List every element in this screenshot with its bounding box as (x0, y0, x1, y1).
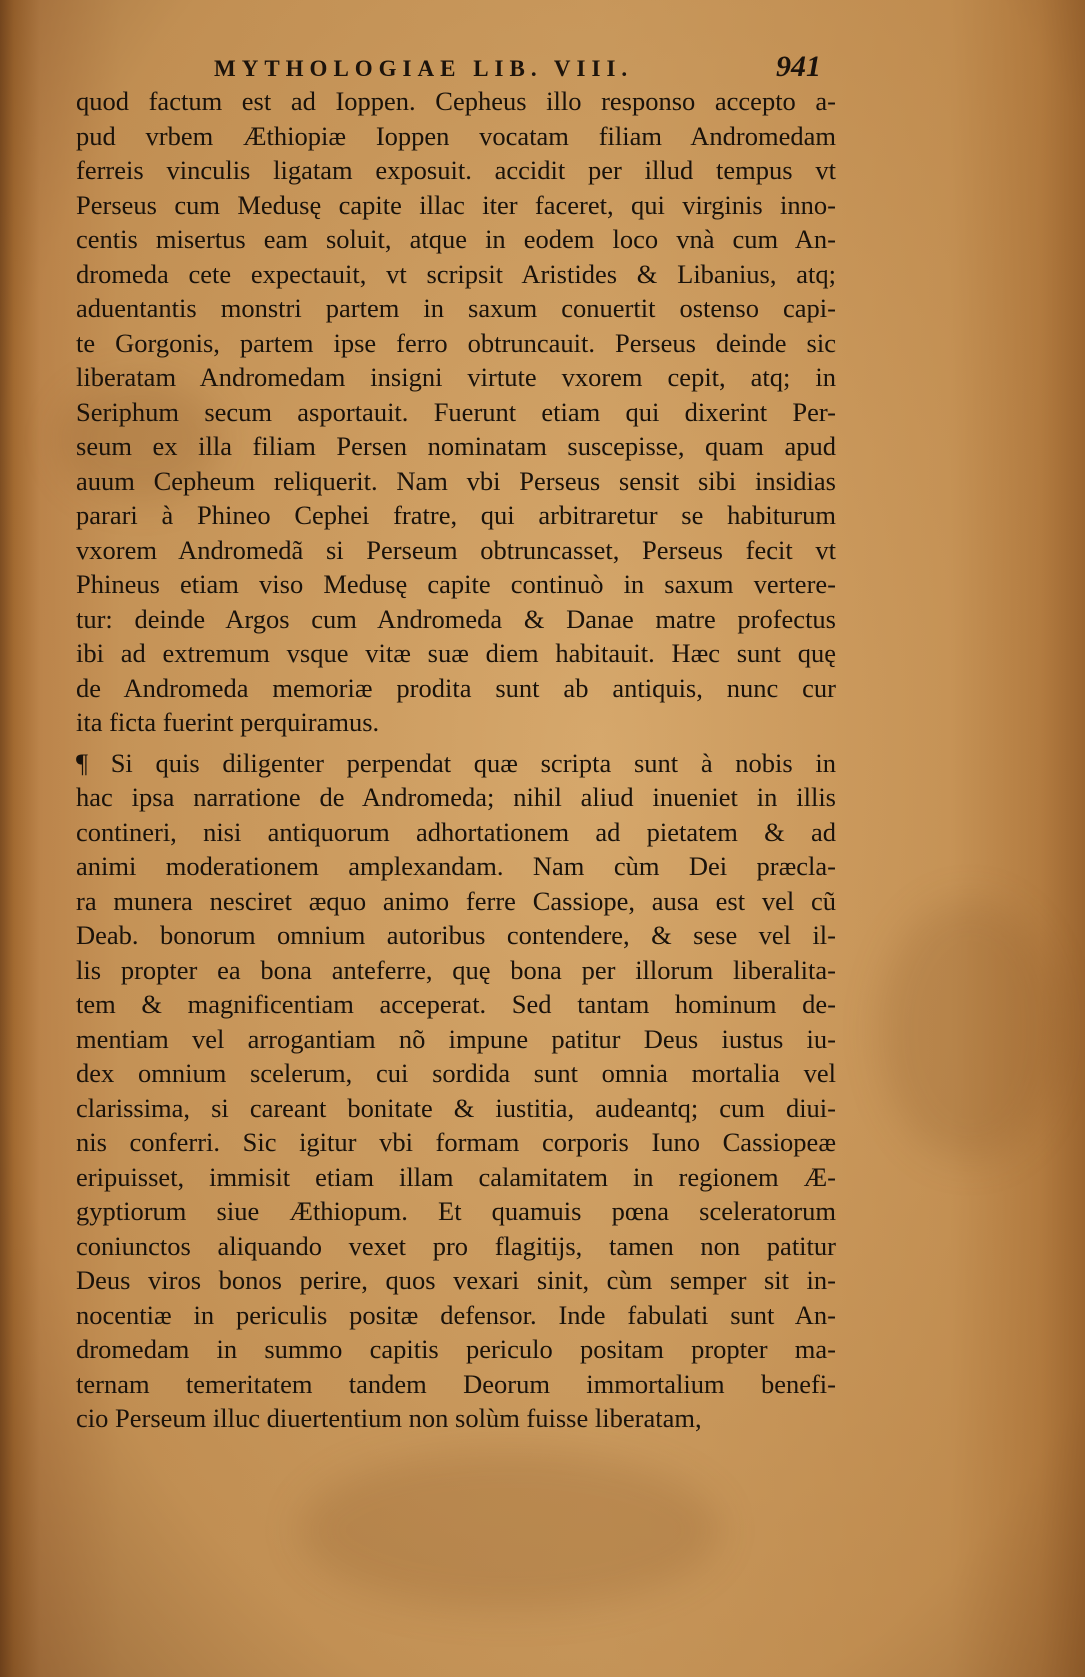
text-line: Deus viros bonos perire, quos vexari sinit, cùm semper sit in- (76, 1265, 836, 1295)
text-line: Phineus etiam viso Medusę capite continuò in saxum vertere- (76, 569, 836, 599)
text-line: ibi ad extremum vsque vitæ suæ diem habitauit. Hæc sunt quę (76, 638, 836, 668)
text-line: cio Perseum illuc diuertentium non solùm fuisse liberatam, (76, 1403, 702, 1433)
text-line: tur: deinde Argos cum Andromeda & Danae matre profectus (76, 603, 836, 634)
text-line: vxorem Andromedã si Perseum obtruncasset, Perseus fecit vt (76, 534, 836, 565)
text-line: dromedam in summo capitis periculo positam propter ma- (76, 1334, 836, 1364)
text-line: ¶ Si quis diligenter perpendat quæ scripta sunt à nobis in (76, 747, 836, 778)
text-line: tem & magnificentiam acceperat. Sed tantam hominum de- (76, 989, 836, 1019)
paragraph-1 (76, 84, 836, 740)
running-title: MYTHOLOGIAE LIB. VIII. (214, 56, 634, 81)
text-line: animi moderationem amplexandam. Nam cùm Dei præcla- (76, 851, 836, 881)
text-line: ternam temeritatem tandem Deorum immortalium benefi- (76, 1368, 836, 1399)
paper-stain (300, 1450, 720, 1610)
text-line: coniunctos aliquando vexet pro flagitijs, tamen non patitur (76, 1230, 836, 1261)
text-line: centis misertus eam soluit, atque in eodem loco vnà cum An- (76, 224, 836, 254)
text-line: te Gorgonis, partem ipse ferro obtruncauit. Perseus deinde sic (76, 327, 836, 358)
page-number: 941 (776, 50, 821, 83)
text-line: Seriphum secum asportauit. Fuerunt etiam qui dixerint Per- (76, 396, 836, 427)
paper-stain (880, 900, 1060, 1160)
text-line: liberatam Andromedam insigni virtute vxorem cepit, atq; in (76, 362, 836, 392)
paragraph-2 (76, 746, 836, 1436)
page-header (200, 52, 840, 88)
text-line: parari à Phineo Cephei fratre, qui arbitraretur se habiturum (76, 500, 836, 530)
text-line: quod factum est ad Ioppen. Cepheus illo responso accepto a- (76, 86, 836, 116)
text-line: seum ex illa filiam Persen nominatam suscepisse, quam apud (76, 431, 836, 461)
text-line: auum Cepheum reliquerit. Nam vbi Perseus sensit sibi insidias (76, 465, 836, 496)
text-line: ita ficta fuerint perquiramus. (76, 707, 380, 737)
text-line: aduentantis monstri partem in saxum conuertit ostenso capi- (76, 293, 836, 323)
text-line: clarissima, si careant bonitate & iustitia, audeantq; cum diui- (76, 1092, 836, 1123)
text-line: mentiam vel arrogantiam nõ impune patitur Deus iustus iu- (76, 1023, 836, 1054)
text-line: pud vrbem Æthiopiæ Ioppen vocatam filiam Andromedam (76, 120, 836, 151)
text-line: eripuisset, immisit etiam illam calamitatem in regionem Æ- (76, 1161, 836, 1192)
text-line: Deab. bonorum omnium autoribus contendere, & sese vel il- (76, 920, 836, 950)
text-line: ra munera nesciret æquo animo ferre Cassiope, ausa est vel cũ (76, 885, 836, 916)
text-line: dex omnium scelerum, cui sordida sunt omnia mortalia vel (76, 1058, 836, 1088)
text-line: de Andromeda memoriæ prodita sunt ab antiquis, nunc cur (76, 672, 836, 703)
text-line: dromeda cete expectauit, vt scripsit Aristides & Libanius, atq; (76, 258, 836, 289)
text-line: hac ipsa narratione de Andromeda; nihil aliud inueniet in illis (76, 782, 836, 812)
text-line: ferreis vinculis ligatam exposuit. accidit per illud tempus vt (76, 155, 836, 185)
text-line: lis propter ea bona anteferre, quę bona per illorum liberalita- (76, 954, 836, 985)
text-line: contineri, nisi antiquorum adhortationem ad pietatem & ad (76, 816, 836, 847)
text-line: gyptiorum siue Æthiopum. Et quamuis pœna sceleratorum (76, 1196, 836, 1226)
body-text (76, 84, 836, 1436)
text-line: nis conferri. Sic igitur vbi formam corporis Iuno Cassiopeæ (76, 1127, 836, 1157)
text-line: nocentiæ in periculis positæ defensor. Inde fabulati sunt An- (76, 1299, 836, 1330)
text-line: Perseus cum Medusę capite illac iter faceret, qui virginis inno- (76, 189, 836, 220)
